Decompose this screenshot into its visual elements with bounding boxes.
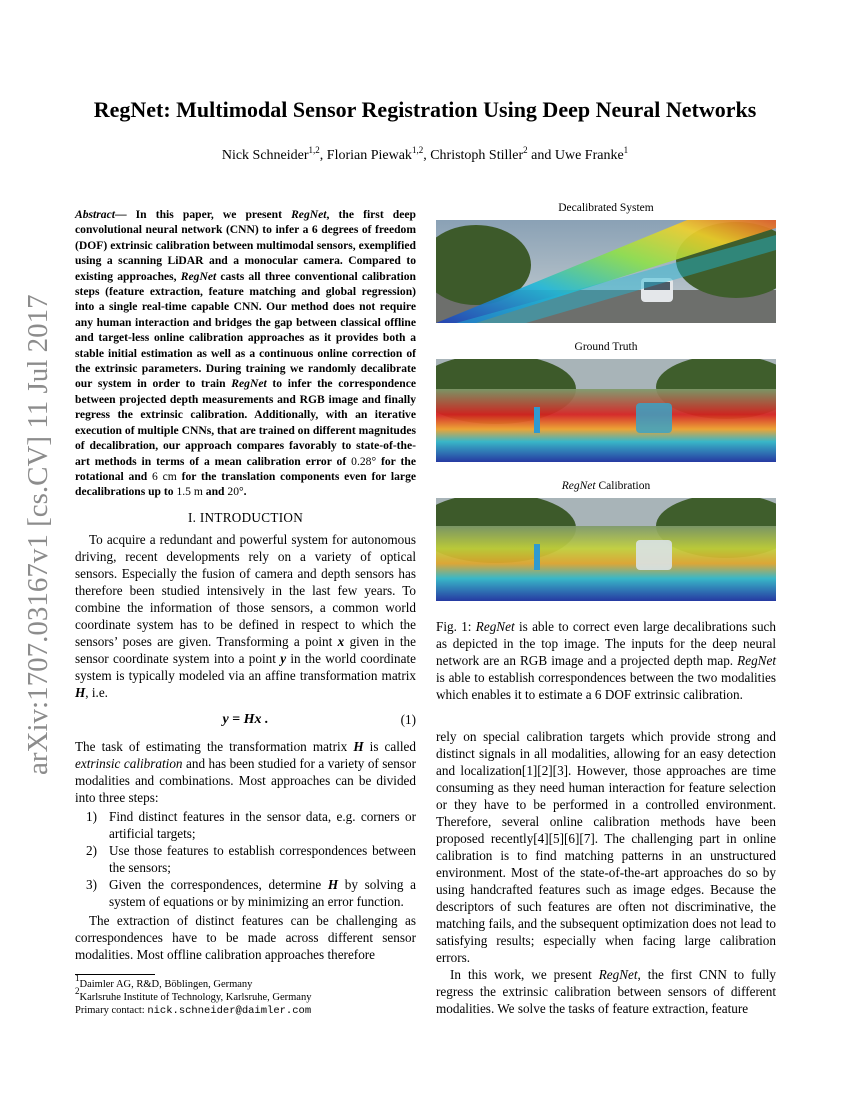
list-number: 2) bbox=[86, 842, 97, 858]
ground-truth-scene-image bbox=[436, 359, 776, 462]
author-affiliation: 2 bbox=[523, 145, 528, 155]
author-list: Nick Schneider$^{1,2}$, Florian Piewak$^{1,2}$, Christoph Stiller$^2$ and Uwe Franke$^1$ bbox=[221, 145, 629, 163]
section-heading-introduction: I. INTRODUCTION bbox=[187, 509, 304, 525]
regnet-calibration-scene-image bbox=[436, 498, 776, 601]
intro-text: in the world coordinate system is typically modeled via an affine transformation matrix bbox=[75, 650, 416, 683]
math-variable-x: x bbox=[337, 633, 345, 649]
author-affiliation: 1 bbox=[623, 145, 629, 155]
translational-error-value: 6 cm bbox=[152, 469, 177, 483]
method-name: RegNet bbox=[475, 619, 515, 634]
footnote-marker: 2 bbox=[75, 986, 80, 996]
list-number: 3) bbox=[86, 876, 97, 892]
intro-text: and has been studied for a variety of sensor modalities and combinations. Most approaches can be divided into three steps: bbox=[75, 755, 416, 805]
intro-text: The task of estimating the transformation matrix bbox=[75, 738, 354, 754]
figure-caption bbox=[436, 618, 776, 703]
author-name: Uwe Franke bbox=[554, 148, 624, 163]
max-translation-value: 1.5 m bbox=[176, 485, 203, 499]
caption-text: Fig. 1: bbox=[436, 619, 476, 634]
figure-label-text: Calibration bbox=[595, 480, 651, 492]
intro-paragraph bbox=[75, 531, 416, 701]
footnote-divider bbox=[75, 974, 155, 975]
method-name: RegNet bbox=[291, 208, 327, 221]
rotational-error-value: 0.28° bbox=[351, 454, 377, 468]
figure-image-regnet-calibration bbox=[436, 498, 776, 601]
footnote-text: Karlsruhe Institute of Technology, Karlsruhe, Germany bbox=[79, 992, 312, 1003]
list-item bbox=[75, 808, 416, 842]
list-item bbox=[75, 842, 416, 876]
footnote-contact bbox=[75, 1004, 416, 1018]
math-variable-H: H bbox=[327, 876, 339, 892]
intro-text: , i.e. bbox=[85, 684, 108, 700]
steps-list bbox=[75, 808, 416, 910]
footnote-1 bbox=[75, 973, 416, 991]
list-text: Find distinct features in the sensor data, e.g. corners or artificial targets; bbox=[109, 808, 416, 841]
intro-text: To acquire a redundant and powerful system for autonomous driving, recent developments rely on a variety of optical sensors. Especially the fusion of camera and depth sensors has therefore been studied intensively in the last few years. To combine the information of those sensors, a common world coordinate system has to be defined in respect to which the sensors’ poses are given. Transforming a point bbox=[75, 531, 416, 649]
intro-text: is called bbox=[363, 738, 417, 754]
footnote-marker: 1 bbox=[75, 973, 80, 983]
abstract-text: and bbox=[202, 485, 228, 499]
method-name: RegNet bbox=[737, 653, 776, 668]
math-variable-H: H bbox=[353, 738, 364, 754]
abstract bbox=[75, 207, 416, 500]
figure-label-regnet-calibration bbox=[436, 479, 776, 494]
right-column-text bbox=[436, 728, 776, 1017]
arxiv-identifier-stamp: arXiv:1707.03167v1 [cs.CV] 11 Jul 2017 bbox=[22, 294, 54, 775]
list-text: Given the correspondences, determine bbox=[109, 876, 328, 892]
author-affiliation: 1,2 bbox=[411, 145, 424, 155]
list-item bbox=[75, 876, 416, 910]
list-text: Use those features to establish correspondences between the sensors; bbox=[109, 842, 416, 875]
abstract-text: , the first deep convolutional neural network (CNN) to infer a 6 degrees of freedom (DOF) extrinsic calibration between multimodal sensors, exemplified using a scanning LiDAR and a monocular camera. Compared to existing approaches, bbox=[75, 208, 416, 283]
intro-paragraph bbox=[75, 738, 416, 806]
intro-text: given in the sensor coordinate system into a point bbox=[75, 633, 417, 666]
equation-body: y = Hx . bbox=[222, 711, 269, 727]
footnote-text: Daimler AG, R&D, Böblingen, Germany bbox=[79, 979, 253, 990]
figure-label-ground-truth: Ground Truth bbox=[574, 341, 638, 353]
method-name: RegNet bbox=[231, 377, 267, 391]
max-rotation-value: 20° bbox=[227, 485, 244, 499]
abstract-text: for the rotational and bbox=[75, 454, 416, 483]
caption-text: is able to correct even large decalibrations such as depicted in the top image. The inputs for the deep neural network are an RGB image and a projected depth map. bbox=[436, 619, 776, 668]
caption-text: is able to establish correspondences between the two modalities which enables it to estimate a 6 DOF extrinsic calibration. bbox=[436, 670, 776, 702]
abstract-text: . bbox=[243, 485, 247, 499]
equation-number: (1) bbox=[400, 711, 416, 727]
method-name: RegNet bbox=[598, 967, 638, 982]
intro-paragraph: The extraction of distinct features can be challenging as correspondences have to be made across different sensor modalities. Most offline calibration approaches therefore bbox=[75, 912, 416, 962]
author-affiliation: 1,2 bbox=[308, 145, 320, 155]
right-column bbox=[436, 201, 776, 1017]
figure-label-decalibrated: Decalibrated System bbox=[558, 202, 654, 214]
abstract-label: Abstract bbox=[75, 208, 115, 221]
list-number: 1) bbox=[86, 808, 97, 824]
math-variable-y: y bbox=[280, 650, 287, 666]
author-name: Florian Piewak bbox=[326, 148, 412, 163]
decalibrated-scene-image bbox=[436, 220, 776, 323]
abstract-text: to infer the correspondence between projected depth measurements and RGB image and finally regress the extrinsic calibration. Additionally, with an iterative execution of multiple CNNs, that are trained on different magnitudes of decalibration, our approach compares favorably to state-of-the-art methods in terms of a mean calibration error of bbox=[75, 377, 416, 468]
paper-title: RegNet: Multimodal Sensor Registration Using Deep Neural Networks bbox=[93, 97, 757, 122]
contact-email: nick.schneider@daimler.com bbox=[147, 1005, 312, 1017]
intro-paragraph bbox=[436, 966, 776, 1017]
abstract-text: for the translation components even for large decalibrations up to bbox=[75, 469, 417, 499]
intro-text: , the first CNN to fully regress the extrinsic calibration between sensors of different modalities. We solve the tasks of feature extraction, feature bbox=[436, 967, 776, 1016]
method-name: RegNet bbox=[561, 480, 596, 492]
figure-image-decalibrated bbox=[436, 220, 776, 323]
intro-text: In this work, we present bbox=[450, 967, 599, 982]
term-extrinsic-calibration: extrinsic calibration bbox=[75, 755, 183, 771]
abstract-dash: — bbox=[114, 208, 127, 221]
abstract-text: casts all three conventional calibration steps (feature extraction, feature matching and global regression) into a single real-time capable CNN. Our method does not require any human interaction and bridges the gap between classical offline and target-less online calibration approaches as it provides both a stable initial estimation as well as a continuous online correction of the extrinsic parameters. During training we randomly decalibrate our system in order to train bbox=[75, 269, 416, 391]
math-variable-H: H bbox=[75, 684, 86, 700]
equation-1 bbox=[75, 711, 416, 728]
abstract-text: In this paper, we present bbox=[126, 208, 292, 221]
left-column bbox=[75, 207, 416, 963]
author-name: Nick Schneider bbox=[221, 148, 309, 163]
figure-image-ground-truth bbox=[436, 359, 776, 462]
footnote-text: Primary contact: bbox=[75, 1005, 148, 1016]
author-name: Christoph Stiller bbox=[430, 148, 524, 163]
intro-paragraph: rely on special calibration targets which provide strong and distinct signals in all modalities, allowing for an easy detection and localization[1][2][3]. However, those approaches are time consuming as they need human interaction for feature selection or they have to be performed in a controlled environment. Therefore, several online calibration methods have been proposed recently[4][5][6][7]. The challenging part in online calibration is to find matching patterns in an unstructured environment. Most of the state-of-the-art approaches do so by using handcrafted features such as image edges. Because the descriptors of such features are often not discriminative, the matching fails, and the subsequent optimization does not lead to satisfying results; especially when facing large calibration errors. bbox=[436, 729, 776, 965]
list-text: by solving a system of equations or by minimizing an error function. bbox=[109, 876, 416, 909]
footnotes bbox=[75, 973, 416, 1018]
method-name: RegNet bbox=[180, 269, 217, 283]
footnote-2 bbox=[75, 986, 416, 1004]
